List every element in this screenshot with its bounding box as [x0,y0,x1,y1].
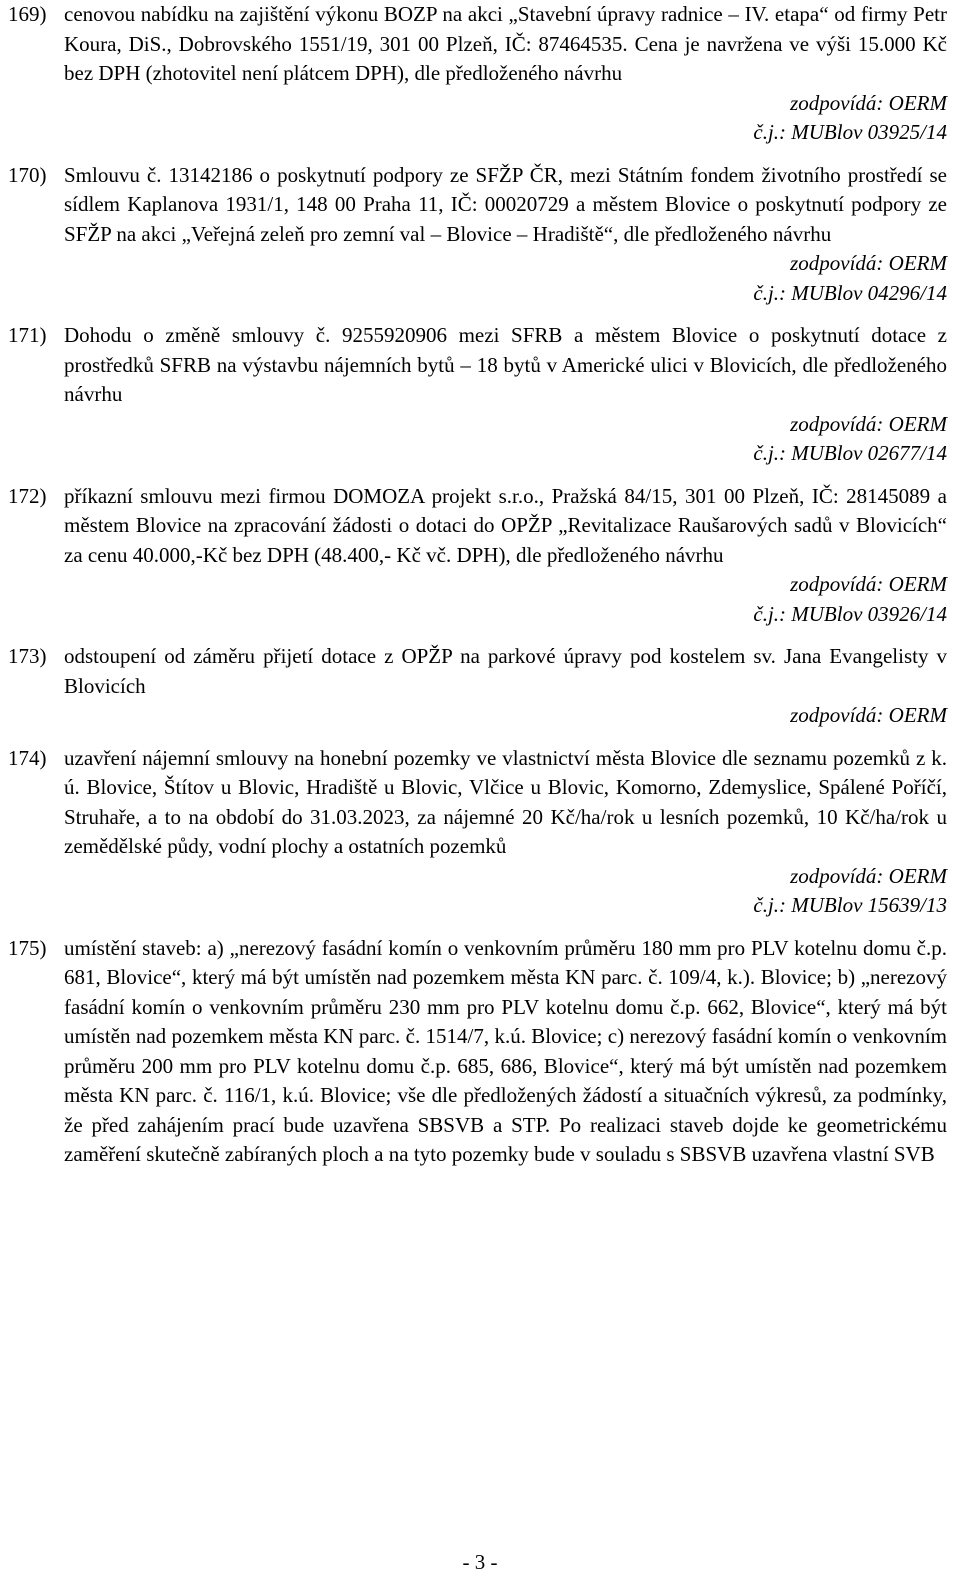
item-content [64,482,947,630]
item-text: příkazní smlouvu mezi firmou DOMOZA projekt s.r.o., Pražská 84/15, 301 00 Plzeň, IČ: 28145089 a městem Blovice na zpracování žádosti o dotaci do OPŽP „Revitalizace Raušarových sadů v Blovicích“ za cenu 40.000,-Kč bez DPH (48.400,- Kč vč. DPH), dle předloženého návrhu [64,483,947,567]
reference-number: č.j.: MUBlov 03926/14 [753,601,947,626]
resolution-item-175 [8,934,947,1170]
responsible-line: zodpovídá: OERM [790,703,947,727]
responsible-line: zodpovídá: OERM [790,90,947,115]
reference-number: č.j.: MUBlov 02677/14 [753,441,947,465]
responsible-line: zodpovídá: OERM [790,863,947,888]
item-content [64,934,947,1170]
item-number: 169) [8,2,47,26]
resolution-item-170 [8,161,947,309]
responsible-line: zodpovídá: OERM [790,411,947,436]
item-number: 171) [8,323,47,347]
reference-number: č.j.: MUBlov 15639/13 [753,893,947,917]
item-number: 175) [8,935,47,960]
resolution-item-169 [8,0,947,148]
reference-number: č.j.: MUBlov 04296/14 [753,280,947,305]
reference-number: č.j.: MUBlov 03925/14 [753,120,947,144]
page-number: - 3 - [462,1550,498,1574]
item-text: Dohodu o změně smlouvy č. 9255920906 mezi SFRB a městem Blovice o poskytnutí dotace z prostředků SFRB na výstavbu nájemních bytů – 18 bytů v Americké ulici v Blovicích, dle předloženého návrhu [64,323,947,406]
resolution-item-173 [8,642,947,731]
item-number: 173) [8,644,47,668]
responsible-line: zodpovídá: OERM [790,251,947,275]
item-number: 172) [8,483,47,508]
item-content [64,321,947,469]
resolution-item-172 [8,482,947,630]
item-content [64,642,947,731]
item-number: 170) [8,162,47,187]
item-text: odstoupení od záměru přijetí dotace z OPŽP na parkové úpravy pod kostelem sv. Jana Evangelisty v Blovicích [64,644,947,698]
item-content [64,161,947,309]
responsible-line: zodpovídá: OERM [790,572,947,596]
item-content [64,0,947,148]
item-content [64,744,947,921]
item-number: 174) [8,745,47,770]
resolution-item-171 [8,321,947,469]
item-text: Smlouvu č. 13142186 o poskytnutí podpory ze SFŽP ČR, mezi Státním fondem životního prostředí se sídlem Kaplanova 1931/1, 148 00 Praha 11, IČ: 00020729 a městem Blovice o poskytnutí podpory ze SFŽP na akci „Veřejná zeleň pro zemní val – Blovice – Hradiště“, dle předloženého návrhu [64,162,947,246]
item-text: umístění staveb: a) „nerezový fasádní komín o venkovním průměru 180 mm pro PLV kotelnu domu č.p. 681, Blovice“, který má být umístěn nad pozemkem města KN parc. č. 109/4, k.). Blovice; b) „nerezový fasádní komín o venkovním průměru 230 mm pro PLV kotelnu domu č.p. 662, Blovice“, který má být umístěn nad pozemkem města KN parc. č. 1514/7, k.ú. Blovice; c) nerezový fasádní komín o venkovním průměru 200 mm pro PLV kotelnu domu č.p. 685, 686, Blovice“, který má být umístěn nad pozemkem města KN parc. č. 116/1, k.ú. Blovice; vše dle předložených žádostí a situačních výkresů, za podmínky, že před zahájením prací bude uzavřena SBSVB a STP. Po realizaci staveb dojde ke geometrickému zaměření skutečně zabíraných ploch a na tyto pozemky bude v souladu s SBSVB uzavřena vlastní SVB [64,935,947,1166]
resolution-item-174 [8,744,947,921]
item-text: uzavření nájemní smlouvy na honební pozemky ve vlastnictví města Blovice dle seznamu pozemků z k. ú. Blovice, Štítov u Blovic, Hradiště u Blovic, Vlčice u Blovic, Komorno, Zdemyslice, Spálené Poříčí, Struhaře, a to na období do 31.03.2023, za nájemné 20 Kč/ha/rok u lesních pozemků, 10 Kč/ha/rok u zemědělské půdy, vodní plochy a ostatních pozemků [64,745,947,858]
item-text: cenovou nabídku na zajištění výkonu BOZP na akci „Stavební úpravy radnice – IV. etapa“ od firmy Petr Koura, DiS., Dobrovského 1551/19, 301 00 Plzeň, IČ: 87464535. Cena je navržena ve výši 15.000 Kč bez DPH (zhotovitel není plátcem DPH), dle předloženého návrhu [64,2,947,85]
